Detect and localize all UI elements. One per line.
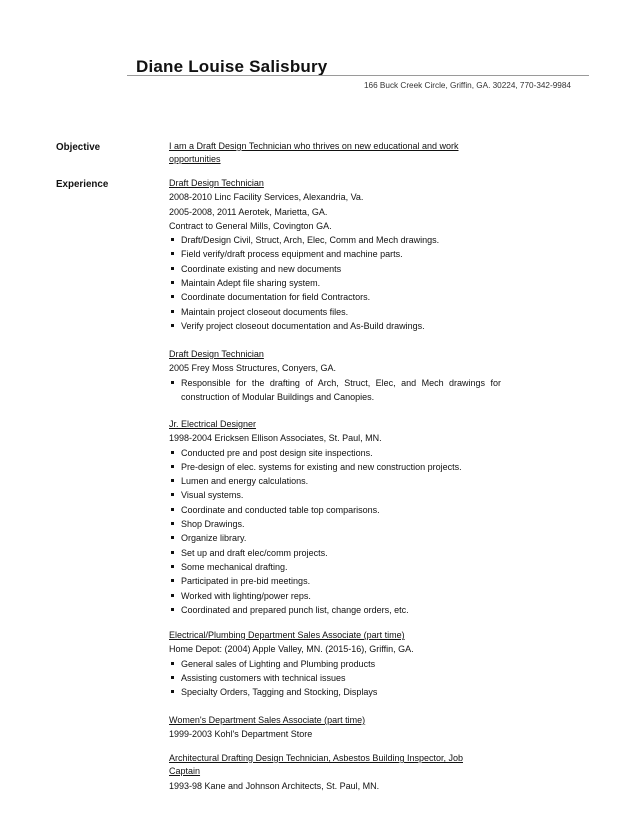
list-item: Pre-design of elec. systems for existing and new construction projects. <box>169 460 509 474</box>
job-entry <box>169 713 509 742</box>
list-item: Conducted pre and post design site inspections. <box>169 446 509 460</box>
job-detail: 1993-98 Kane and Johnson Architects, St. Paul, MN. <box>169 781 380 791</box>
job-detail: 2005 Frey Moss Structures, Conyers, GA. <box>169 363 337 374</box>
objective-text <box>169 140 509 166</box>
list-item: Verify project closeout documentation and As-Build drawings. <box>169 319 509 333</box>
list-item: Maintain Adept file sharing system. <box>169 276 509 290</box>
contact-address: 166 Buck Creek Circle, Griffin, GA. 30224, 770-342-9984 <box>364 81 571 90</box>
list-item: Some mechanical drafting. <box>169 560 509 574</box>
job-title: Architectural Drafting Design Technician, Asbestos Building Inspector, Job <box>169 753 463 763</box>
list-item: Coordinate existing and new documents <box>169 262 509 276</box>
header-divider <box>127 75 589 76</box>
job-title: Women's Department Sales Associate (part time) <box>169 715 366 725</box>
list-item: Maintain project closeout documents files. <box>169 305 509 319</box>
list-item: General sales of Lighting and Plumbing products <box>169 657 509 671</box>
list-item: Shop Drawings. <box>169 517 509 531</box>
candidate-name: Diane Louise Salisbury <box>136 57 328 76</box>
list-item: Coordinated and prepared punch list, change orders, etc. <box>169 603 509 617</box>
list-item: Coordinate documentation for field Contractors. <box>169 290 509 304</box>
job-entry <box>169 417 509 617</box>
list-item: Organize library. <box>169 531 509 545</box>
list-item: Draft/Design Civil, Struct, Arch, Elec, Comm and Mech drawings. <box>169 233 509 247</box>
job-bullet-list <box>169 376 509 405</box>
experience-label: Experience <box>56 179 109 190</box>
job-detail: 2008-2010 Linc Facility Services, Alexandria, Va. <box>169 192 364 203</box>
objective-line: I am a Draft Design Technician who thrives on new educational and work <box>169 141 459 151</box>
job-bullet-list <box>169 233 509 333</box>
list-item: Specialty Orders, Tagging and Stocking, Displays <box>169 685 509 699</box>
job-detail: 1998-2004 Ericksen Ellison Associates, St. Paul, MN. <box>169 433 382 444</box>
job-bullet-list <box>169 446 509 618</box>
job-bullet-list <box>169 657 509 700</box>
list-item: Field verify/draft process equipment and machine parts. <box>169 247 509 261</box>
job-title: Electrical/Plumbing Department Sales Associate (part time) <box>169 630 405 640</box>
job-detail: Contract to General Mills, Covington GA. <box>169 220 332 231</box>
job-title: Captain <box>169 766 201 776</box>
job-detail: 2005-2008, 2011 Aerotek, Marietta, GA. <box>169 206 328 217</box>
list-item: Coordinate and conducted table top comparisons. <box>169 503 509 517</box>
list-item: Visual systems. <box>169 488 509 502</box>
list-item: Worked with lighting/power reps. <box>169 589 509 603</box>
job-entry <box>169 628 509 699</box>
job-detail: 1999-2003 Kohl's Department Store <box>169 729 313 740</box>
list-item: Lumen and energy calculations. <box>169 474 509 488</box>
objective-label: Objective <box>56 142 101 153</box>
list-item: Responsible for the drafting of Arch, Struct, Elec, and Mech drawings for construction of Modular Buildings and Canopies. <box>169 376 501 405</box>
job-title: Draft Design Technician <box>169 349 264 359</box>
objective-line: opportunities <box>169 154 221 164</box>
job-title: Jr. Electrical Designer <box>169 419 257 429</box>
job-entry <box>169 752 509 793</box>
job-entry <box>169 176 509 333</box>
list-item: Set up and draft elec/comm projects. <box>169 546 509 560</box>
list-item: Participated in pre-bid meetings. <box>169 574 509 588</box>
job-title: Draft Design Technician <box>169 178 264 188</box>
list-item: Assisting customers with technical issues <box>169 671 509 685</box>
job-entry <box>169 347 509 404</box>
job-detail: Home Depot: (2004) Apple Valley, MN. (2015-16), Griffin, GA. <box>169 644 414 655</box>
